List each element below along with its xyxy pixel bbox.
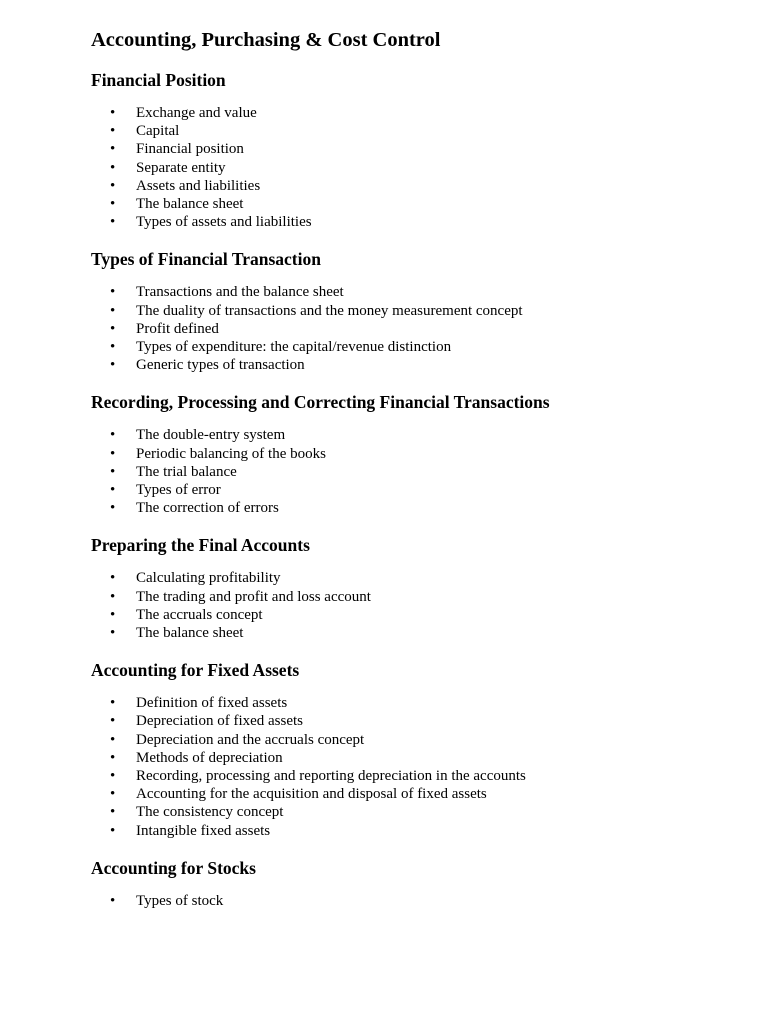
list-item-text: The balance sheet (136, 625, 244, 642)
document-title: Accounting, Purchasing & Cost Control (91, 29, 441, 51)
bullet-list (91, 569, 768, 642)
list-item (91, 104, 768, 122)
list-item-text: Definition of fixed assets (136, 695, 288, 712)
bullet-icon: • (110, 625, 116, 642)
bullet-icon: • (110, 588, 116, 605)
list-item-text: Methods of depreciation (136, 749, 283, 766)
list-item-text: Generic types of transaction (136, 357, 305, 374)
list-item (91, 159, 768, 177)
bullet-icon: • (110, 339, 116, 356)
bullet-icon: • (110, 141, 116, 158)
list-item (91, 569, 768, 587)
list-item (91, 445, 768, 463)
bullet-icon: • (110, 892, 116, 909)
section-accounting-for-stocks (91, 856, 768, 910)
bullet-icon: • (110, 302, 116, 319)
list-item-text: Calculating profitability (136, 570, 281, 587)
list-item-text: Transactions and the balance sheet (136, 284, 344, 301)
list-item-text: Types of expenditure: the capital/revenue distinction (136, 339, 452, 356)
section-heading: Accounting for Fixed Assets (91, 660, 300, 681)
bullet-icon: • (110, 749, 116, 766)
bullet-icon: • (110, 695, 116, 712)
bullet-icon: • (110, 804, 116, 821)
list-item (91, 749, 768, 767)
list-item-text: Intangible fixed assets (136, 822, 271, 839)
list-item (91, 320, 768, 338)
list-item-text: Capital (136, 123, 180, 140)
bullet-icon: • (110, 731, 116, 748)
list-item (91, 767, 768, 785)
list-item-text: Periodic balancing of the books (136, 445, 326, 462)
section-heading: Types of Financial Transaction (91, 249, 321, 270)
bullet-icon: • (110, 177, 116, 194)
list-item (91, 785, 768, 803)
section-heading: Preparing the Final Accounts (91, 535, 310, 556)
bullet-icon: • (110, 105, 116, 121)
bullet-list (91, 892, 768, 910)
bullet-icon: • (110, 357, 116, 374)
list-item (91, 822, 768, 840)
bullet-icon: • (110, 570, 116, 587)
list-item (91, 588, 768, 606)
list-item (91, 140, 768, 158)
bullet-list (91, 283, 768, 374)
list-item-text: Separate entity (136, 159, 226, 176)
list-item (91, 731, 768, 749)
list-item (91, 606, 768, 624)
list-item (91, 356, 768, 374)
bullet-icon: • (110, 159, 116, 176)
bullet-icon: • (110, 196, 116, 213)
section-heading: Recording, Processing and Correcting Financial Transactions (91, 392, 550, 413)
bullet-icon: • (110, 713, 116, 730)
list-item-text: Depreciation of fixed assets (136, 713, 304, 730)
section-types-of-financial-transaction (91, 247, 768, 374)
list-item-text: Assets and liabilities (136, 177, 261, 194)
list-item (91, 481, 768, 499)
list-item (91, 624, 768, 642)
bullet-list (91, 694, 768, 840)
section-heading: Accounting for Stocks (91, 857, 256, 878)
section-preparing-final-accounts (91, 533, 768, 642)
bullet-icon: • (110, 320, 116, 337)
list-item (91, 338, 768, 356)
list-item (91, 803, 768, 821)
list-item-text: The double-entry system (136, 427, 286, 444)
list-item (91, 694, 768, 712)
list-item-text: Accounting for the acquisition and disposal of fixed assets (136, 786, 487, 803)
bullet-icon: • (110, 123, 116, 140)
list-item (91, 302, 768, 320)
list-item-text: Types of assets and liabilities (136, 214, 312, 231)
bullet-icon: • (110, 427, 116, 444)
list-item (91, 122, 768, 140)
list-item (91, 283, 768, 301)
bullet-icon: • (110, 482, 116, 499)
list-item (91, 499, 768, 517)
section-financial-position (91, 68, 768, 231)
bullet-icon: • (110, 606, 116, 623)
list-item (91, 463, 768, 481)
list-item-text: The trading and profit and loss account (136, 588, 371, 605)
list-item-text: The trial balance (136, 463, 237, 480)
section-heading: Financial Position (91, 70, 226, 90)
list-item-text: The duality of transactions and the money measurement concept (136, 302, 523, 319)
list-item-text: Types of error (136, 482, 221, 499)
list-item (91, 712, 768, 730)
list-item-text: Recording, processing and reporting depreciation in the accounts (136, 768, 526, 785)
bullet-icon: • (110, 786, 116, 803)
section-accounting-for-fixed-assets (91, 658, 768, 840)
list-item (91, 213, 768, 231)
bullet-list (91, 426, 768, 517)
bullet-icon: • (110, 214, 116, 231)
list-item-text: The correction of errors (136, 500, 279, 517)
bullet-icon: • (110, 822, 116, 839)
bullet-icon: • (110, 284, 116, 301)
list-item-text: Exchange and value (136, 105, 257, 121)
list-item-text: The balance sheet (136, 196, 244, 213)
bullet-icon: • (110, 445, 116, 462)
list-item-text: Depreciation and the accruals concept (136, 731, 365, 748)
list-item (91, 892, 768, 910)
list-item (91, 426, 768, 444)
bullet-icon: • (110, 500, 116, 517)
list-item-text: Types of stock (136, 892, 224, 909)
list-item-text: The accruals concept (136, 606, 263, 623)
list-item-text: Financial position (136, 141, 244, 158)
list-item (91, 177, 768, 195)
bullet-list (91, 104, 768, 231)
bullet-icon: • (110, 463, 116, 480)
list-item (91, 195, 768, 213)
bullet-icon: • (110, 768, 116, 785)
section-recording-processing-correcting (91, 390, 768, 517)
list-item-text: Profit defined (136, 320, 219, 337)
list-item-text: The consistency concept (136, 804, 284, 821)
